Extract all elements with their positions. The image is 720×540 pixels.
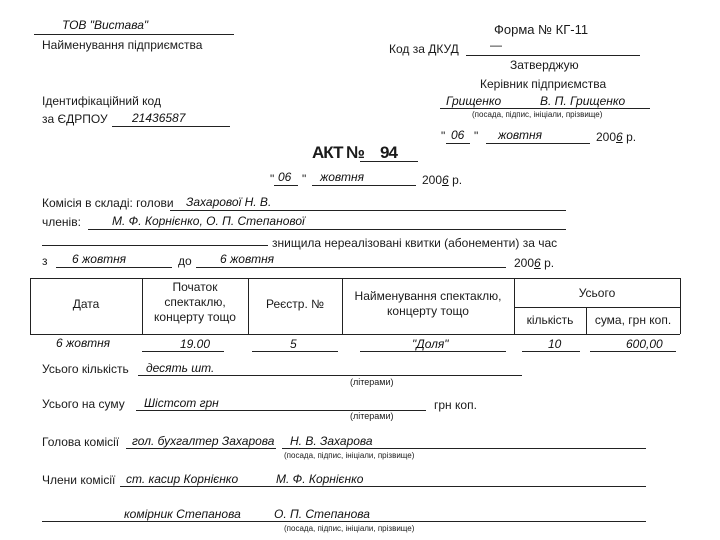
company-name-label: Найменування підприємства bbox=[42, 38, 203, 52]
table-cell-start: 19.00 bbox=[180, 337, 211, 351]
company-name-line bbox=[34, 34, 234, 35]
table-header-total: Усього bbox=[578, 286, 616, 300]
table-header-start: Початок спектаклю, концерту тощо bbox=[154, 280, 236, 324]
sig-member1-name-line bbox=[270, 486, 646, 487]
act-year-digit: 6 bbox=[442, 173, 449, 187]
sig-chair-label: Голова комісії bbox=[42, 435, 120, 449]
form-number: Форма № КГ-11 bbox=[494, 22, 589, 37]
commission-destroyed-text: знищила нереалізовані квитки (абонементи) за час bbox=[272, 236, 558, 250]
approve-date-month: жовтня bbox=[498, 128, 543, 142]
total-sum-caption: (літерами) bbox=[350, 411, 394, 421]
approve-date-quote-close: " bbox=[474, 129, 479, 143]
table-col-sep-3 bbox=[342, 278, 343, 334]
total-qty-label: Усього кількість bbox=[42, 362, 129, 376]
sig-member1-position-line bbox=[120, 486, 270, 487]
sig-member2-position-line bbox=[42, 521, 270, 522]
period-year-digit: 6 bbox=[534, 256, 541, 270]
row-underline-name bbox=[360, 351, 506, 352]
approve-word: Затверджую bbox=[510, 58, 579, 72]
total-qty-value: десять шт. bbox=[146, 361, 215, 375]
id-code-label-line2: за ЄДРПОУ bbox=[42, 112, 108, 126]
table-border-top bbox=[30, 278, 680, 279]
approve-year-digit: 6 bbox=[616, 130, 623, 144]
period-from-label: з bbox=[42, 254, 48, 268]
row-underline-sum bbox=[590, 351, 676, 352]
sig-chair-name: Н. В. Захарова bbox=[290, 434, 373, 448]
act-date-quote-close: " bbox=[302, 172, 307, 186]
total-qty-caption: (літерами) bbox=[350, 377, 394, 387]
approve-head: Керівник підприємства bbox=[480, 77, 607, 91]
sig-members-label: Члени комісії bbox=[42, 473, 116, 487]
approver-name: В. П. Грищенко bbox=[540, 94, 626, 108]
table-cell-date: 6 жовтня bbox=[56, 336, 111, 350]
period-to-line bbox=[196, 267, 506, 268]
dkud-value: — bbox=[490, 38, 502, 52]
sig-chair-position: гол. бухгалтер Захарова bbox=[132, 434, 275, 448]
act-date-year bbox=[422, 173, 462, 187]
act-date-month: жовтня bbox=[320, 170, 365, 184]
act-title: АКТ № bbox=[312, 143, 365, 162]
table-cell-quantity: 10 bbox=[548, 337, 562, 351]
approve-date-day: 06 bbox=[451, 128, 465, 142]
approve-year-prefix: 200 bbox=[596, 130, 617, 144]
act-date-day-line bbox=[274, 185, 298, 186]
id-code-value: 21436587 bbox=[132, 111, 186, 125]
row-underline-start bbox=[142, 351, 224, 352]
row-underline-quantity bbox=[522, 351, 580, 352]
approver-caption: (посада, підпис, ініціали, прізвище) bbox=[472, 110, 603, 119]
total-sum-value: Шістсот грн bbox=[144, 396, 219, 410]
period-year bbox=[514, 256, 554, 270]
table-col-sep-1 bbox=[142, 278, 143, 334]
id-code-label-line1: Ідентифікаційний код bbox=[42, 94, 161, 108]
period-from-line bbox=[56, 267, 172, 268]
table-border-subheader bbox=[514, 307, 680, 308]
sig-chair-position-line bbox=[126, 448, 276, 449]
commission-chair-value: Захарової Н. В. bbox=[186, 195, 272, 209]
act-date-day: 06 bbox=[278, 170, 292, 184]
sig-chair-name-line bbox=[282, 448, 646, 449]
table-header-name: Найменування спектаклю, концерту тощо bbox=[354, 289, 502, 318]
table-cell-name: "Доля" bbox=[412, 337, 449, 351]
commission-blank-line bbox=[42, 245, 268, 246]
total-sum-units: грн коп. bbox=[434, 398, 477, 412]
commission-members-label: членів: bbox=[42, 215, 81, 229]
table-cell-sum: 600,00 bbox=[626, 337, 663, 351]
act-year-prefix: 200 bbox=[422, 173, 443, 187]
sig-member2-position: комірник Степанова bbox=[124, 507, 241, 521]
company-name-value: ТОВ "Вистава" bbox=[62, 18, 149, 32]
row-underline-registry bbox=[252, 351, 338, 352]
approve-year-suffix: р. bbox=[626, 130, 637, 144]
sig-member1-name: М. Ф. Корнієнко bbox=[276, 472, 364, 486]
commission-members-value: М. Ф. Корнієнко, О. П. Степанової bbox=[112, 214, 305, 228]
table-border-right bbox=[680, 278, 681, 334]
commission-members-line bbox=[88, 229, 566, 230]
approve-date-quote-open: " bbox=[441, 129, 446, 143]
act-date-quote-open: " bbox=[270, 172, 275, 186]
approver-line bbox=[440, 108, 650, 109]
total-qty-line bbox=[138, 375, 522, 376]
sig-members-caption: (посада, підпис, ініціали, прізвище) bbox=[284, 524, 415, 533]
table-cell-registry: 5 bbox=[290, 337, 297, 351]
total-sum-label: Усього на суму bbox=[42, 397, 125, 411]
sig-member2-name-line bbox=[268, 521, 646, 522]
id-code-line bbox=[112, 126, 230, 127]
act-year-suffix: р. bbox=[452, 173, 463, 187]
period-to-label: до bbox=[178, 254, 192, 268]
approve-date-day-line bbox=[446, 143, 470, 144]
dkud-label: Код за ДКУД bbox=[389, 42, 459, 56]
sig-chair-caption: (посада, підпис, ініціали, прізвище) bbox=[284, 451, 415, 460]
sig-member2-name: О. П. Степанова bbox=[274, 507, 370, 521]
act-number-line bbox=[360, 161, 418, 162]
table-header-quantity: кількість bbox=[526, 313, 574, 327]
period-year-suffix: р. bbox=[544, 256, 555, 270]
table-header-date: Дата bbox=[72, 297, 100, 311]
dkud-line bbox=[466, 55, 640, 56]
act-date-month-line bbox=[312, 185, 416, 186]
commission-chair-line bbox=[170, 210, 566, 211]
period-from-value: 6 жовтня bbox=[72, 252, 127, 266]
commission-chair-label: Комісія в складі: голови bbox=[42, 196, 174, 210]
act-number: 94 bbox=[380, 143, 397, 162]
approver-position: Грищенко bbox=[446, 94, 502, 108]
table-header-sum: сума, грн коп. bbox=[594, 313, 672, 327]
approve-date-year bbox=[596, 130, 636, 144]
table-header-registry: Реєстр. № bbox=[266, 297, 324, 311]
approve-date-month-line bbox=[486, 143, 590, 144]
period-year-prefix: 200 bbox=[514, 256, 535, 270]
table-border-header-bottom bbox=[30, 334, 680, 335]
period-to-value: 6 жовтня bbox=[220, 252, 275, 266]
sig-member1-position: ст. касир Корнієнко bbox=[126, 472, 239, 486]
